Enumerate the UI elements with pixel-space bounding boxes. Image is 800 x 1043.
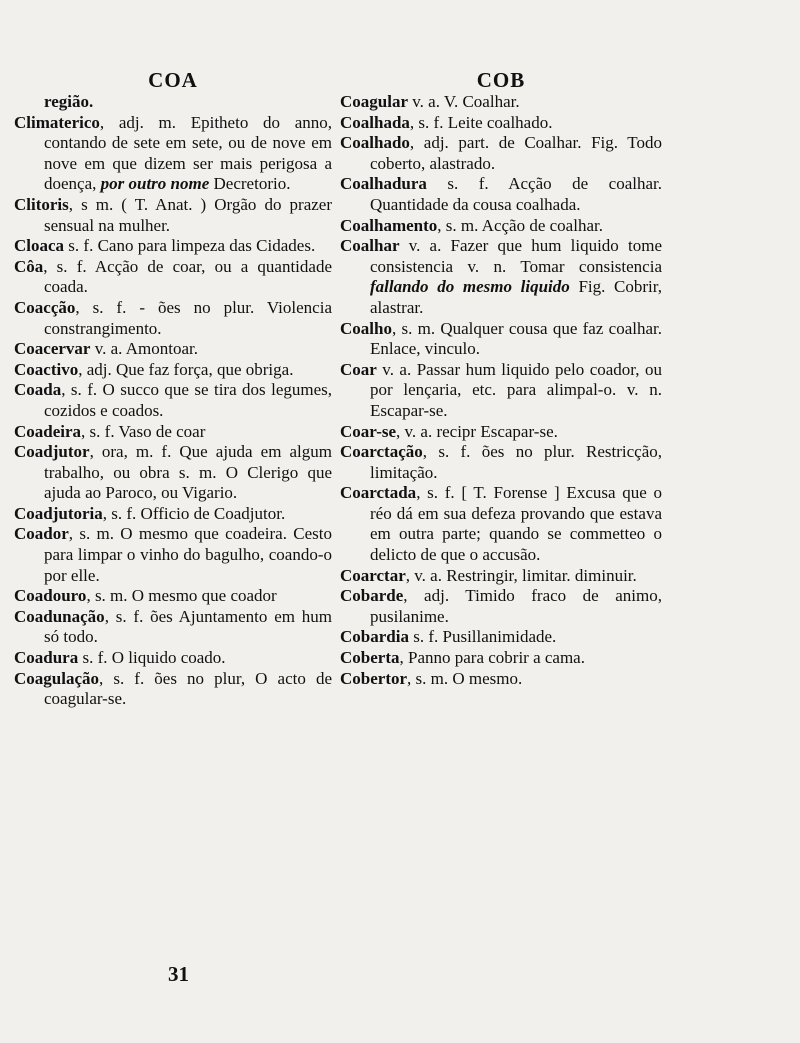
- entry-definition: , s. m. O mesmo que coador: [86, 586, 277, 606]
- entry-definition-tail: Fig. Cobrir, alastrar.: [370, 277, 662, 317]
- entry-definition: , s. f. Acção de coar, ou a quantidade coada.: [43, 256, 332, 297]
- entry-headword: Cobardia: [340, 627, 409, 647]
- dictionary-entry: [340, 319, 662, 360]
- entry-definition: , s. f. ões Ajuntamento em hum só todo.: [44, 606, 332, 647]
- entry-definition: , adj. m. Epitheto do anno, contando de sete em sete, ou de nove em nove em que dizem ser mais perigosa a doença,: [44, 112, 332, 194]
- left-column: [14, 68, 332, 710]
- entry-headword: Cobarde: [340, 586, 404, 606]
- entry-headword: Coalhada: [340, 112, 410, 132]
- entry-headword: Coactivo: [14, 359, 79, 379]
- dictionary-entry: [340, 174, 662, 215]
- entry-definition: v. a. V. Coalhar.: [408, 92, 520, 111]
- entry-definition: , ora, m. f. Que ajuda em algum trabalho, ou obra s. m. O Clerigo que ajuda ao Paroco, ou Vigario.: [44, 442, 332, 503]
- entry-definition: , s. f. - ões no plur. Violencia constrangimento.: [44, 297, 332, 338]
- dictionary-entry: [340, 133, 662, 174]
- entry-definition: , Panno para cobrir a cama.: [399, 648, 585, 668]
- entry-definition: , s. f. Officio de Coadjutor.: [102, 503, 286, 523]
- entry-definition: s. f. O liquido coado.: [78, 648, 226, 668]
- entry-italic-phrase: fallando do mesmo liquido: [370, 277, 570, 297]
- entry-headword: Coalhamento: [340, 215, 438, 235]
- entry-headword: Coadeira: [14, 421, 82, 441]
- entry-definition: , adj. part. de Coalhar. Fig. Todo coberto, alastrado.: [370, 133, 662, 173]
- dictionary-entry: [14, 380, 332, 421]
- page-number: 31: [168, 962, 189, 986]
- entry-definition: , s. m. Acção de coalhar.: [437, 215, 603, 235]
- dictionary-entry: [340, 586, 662, 627]
- dictionary-entry: [340, 422, 662, 443]
- entry-headword: Coadouro: [14, 586, 87, 606]
- entry-definition: , s. m. Qualquer cousa que faz coalhar. Enlace, vinculo.: [370, 318, 662, 359]
- dictionary-entry: [14, 422, 332, 443]
- entry-headword: Cloaca: [14, 236, 65, 256]
- dictionary-entry: [14, 442, 332, 504]
- entry-definition: , adj. Timido fraco de animo, pusilanime.: [370, 586, 662, 626]
- entry-headword: Coarctação: [340, 442, 423, 462]
- dictionary-entry: [14, 648, 332, 669]
- dictionary-entry: [14, 298, 332, 339]
- right-column-header: COB: [476, 68, 526, 92]
- dictionary-entry: [340, 648, 662, 669]
- entry-definition: , adj. Que faz força, que obriga.: [78, 359, 294, 379]
- entry-headword: Coalho: [340, 318, 392, 338]
- entry-definition: , s. f. O succo que se tira dos legumes, cozidos e coados.: [44, 380, 332, 420]
- dictionary-entry: [340, 669, 662, 690]
- dictionary-entry: [340, 483, 662, 565]
- dictionary-entry: [340, 442, 662, 483]
- dictionary-entry: [14, 113, 332, 195]
- left-column-header: COA: [148, 68, 198, 92]
- entry-headword: Côa: [14, 256, 44, 276]
- entry-headword: Clitoris: [14, 194, 69, 214]
- dictionary-entry: [340, 360, 662, 422]
- entry-definition: v. a. Fazer que hum liquido tome consistencia v. n. Tomar consistencia: [370, 236, 662, 276]
- entry-headword: Cobertor: [340, 668, 408, 688]
- dictionary-entry: [14, 339, 332, 360]
- entry-definition: , s. f. ões no plur, O acto de coagular-se.: [44, 668, 332, 709]
- entry-headword: Coberta: [340, 648, 400, 668]
- entry-headword: Coalhado: [340, 133, 410, 153]
- entry-definition: , s. m. O mesmo.: [407, 668, 523, 688]
- entry-headword: Coar-se: [340, 421, 397, 441]
- entry-definition: s. f. Acção de coalhar. Quantidade da cousa coalhada.: [370, 174, 662, 214]
- entry-headword: Coadunação: [14, 606, 105, 626]
- entry-definition: , s. f. Vaso de coar: [81, 421, 206, 441]
- entry-definition: , v. a. Restringir, limitar. diminuir.: [405, 565, 637, 585]
- left-entries: [14, 113, 332, 710]
- right-entries: [340, 92, 662, 689]
- entry-definition: , s. f. ões no plur. Restricção, limitação.: [370, 442, 662, 482]
- entry-headword: Coalhar: [340, 236, 400, 256]
- entry-headword: Coadura: [14, 648, 79, 668]
- entry-definition: , s. m. O mesmo que coadeira. Cesto para limpar o vinho do bagulho, coando-o por elle.: [44, 524, 332, 585]
- entry-headword: Coarctar: [340, 565, 406, 585]
- dictionary-entry: [340, 92, 662, 113]
- continuation-text: região.: [44, 92, 94, 111]
- dictionary-entry: [14, 607, 332, 648]
- entry-headword: Coadjutor: [14, 442, 90, 462]
- entry-definition: , s. f. [ T. Forense ] Excusa que o réo dá em sua defeza provando que estava em outra parte; quando se commetteo o delicto de que o accusão.: [370, 483, 662, 565]
- entry-definition: , v. a. recipr Escapar-se.: [396, 421, 558, 441]
- entry-headword: Coacervar: [14, 339, 91, 359]
- entry-headword: Coalhadura: [340, 174, 427, 194]
- dictionary-entry: [340, 216, 662, 237]
- dictionary-entry: [14, 524, 332, 586]
- entry-headword: Coada: [14, 380, 62, 400]
- dictionary-entry: [14, 504, 332, 525]
- dictionary-entry: [14, 195, 332, 236]
- dictionary-entry: [340, 236, 662, 318]
- entry-italic-phrase: por outro nome: [100, 174, 210, 194]
- entry-headword: Coarctada: [340, 483, 417, 503]
- entry-headword: Coagular: [340, 92, 408, 111]
- dictionary-entry: [14, 586, 332, 607]
- entry-definition: s. f. Cano para limpeza das Cidades.: [64, 236, 316, 256]
- dictionary-entry: [14, 257, 332, 298]
- entry-headword: Coar: [340, 359, 377, 379]
- entry-headword: Coacção: [14, 297, 76, 317]
- entry-definition: , s. f. Leite coalhado.: [409, 112, 553, 132]
- dictionary-entry: [340, 627, 662, 648]
- entry-definition-tail: Decretorio.: [209, 174, 291, 194]
- dictionary-entry: [340, 566, 662, 587]
- entry-headword: Coadjutoria: [14, 503, 103, 523]
- entry-headword: Coagulação: [14, 668, 99, 688]
- entry-definition: v. a. Passar hum liquido pelo coador, ou por lençaria, etc. para alimpal-o. v. n. Escapar-se.: [370, 359, 662, 420]
- entry-definition: , s m. ( T. Anat. ) Orgão do prazer sensual na mulher.: [44, 194, 332, 235]
- dictionary-entry: [14, 360, 332, 381]
- right-column: [340, 68, 662, 689]
- entry-definition: v. a. Amontoar.: [90, 339, 198, 359]
- entry-headword: Coador: [14, 524, 69, 544]
- dictionary-entry: [14, 669, 332, 710]
- entry-headword: Climaterico: [14, 112, 100, 132]
- entry-definition: s. f. Pusillanimidade.: [408, 627, 557, 647]
- dictionary-entry: [14, 236, 332, 257]
- dictionary-entry: [340, 113, 662, 134]
